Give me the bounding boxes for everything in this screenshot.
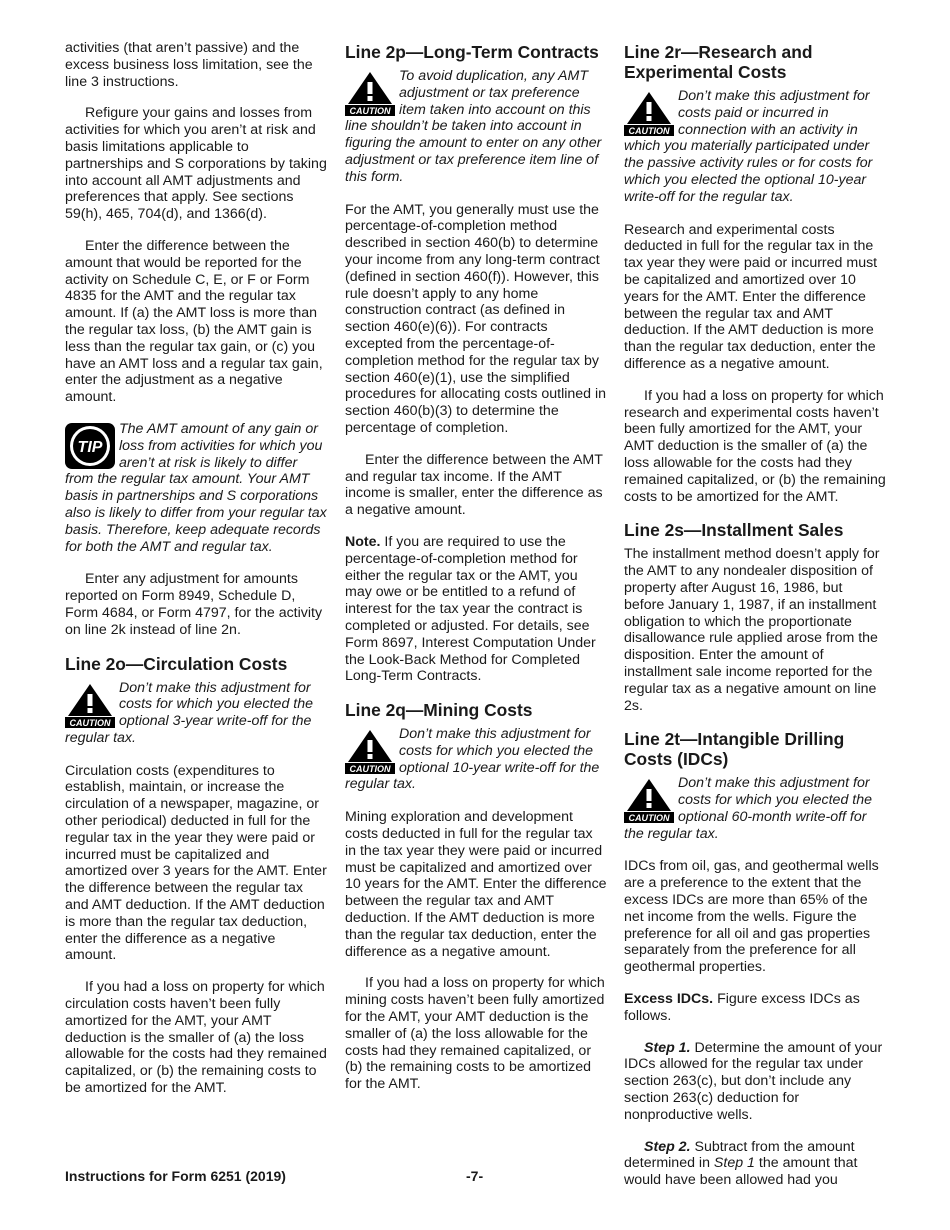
- note-label: Note.: [345, 533, 381, 550]
- caution-callout: [345, 726, 607, 793]
- step-2-text: Subtract from the amount determined in: [624, 1138, 855, 1172]
- section-heading-line-2r: Line 2r—Research and Experimental Costs: [624, 42, 813, 82]
- caution-text: Don’t make this adjustment for costs for which you elected the optional 60-month write-off for the regular tax.: [624, 775, 872, 842]
- paragraph: Mining exploration and development costs deducted in full for the regular tax in the tax year they were paid or incurred must be capitalized and amortized over 10 years for the AMT. Enter the difference between the regular tax and AMT deduction. If the AMT deduction is more than the regular tax deduction, enter the difference as a negative amount.: [345, 809, 607, 960]
- excess-idcs-text: Figure excess IDCs as follows.: [624, 991, 860, 1024]
- paragraph: Circulation costs (expenditures to establish, maintain, or increase the circulation of a newspaper, magazine, or other periodical) deducted in full for the regular tax in the year they were paid or incurred must be capitalized and amortized over 3 years for the AMT. Enter the difference between the regular tax and AMT deduction. If the AMT deduction is more than the regular tax deduction, enter the difference as a negative amount.: [65, 762, 327, 964]
- note-paragraph: [345, 534, 607, 685]
- svg-text:CAUTION: CAUTION: [69, 717, 111, 728]
- svg-text:CAUTION: CAUTION: [349, 764, 391, 775]
- paragraph: If you had a loss on property for which circulation costs haven’t been fully amortized for the AMT, your AMT deduction is the smaller of (a) the loss allowable for the costs had they remained capitalized, or (b) the remaining costs to be amortized for the AMT.: [65, 979, 327, 1097]
- tip-text: The AMT amount of any gain or loss from activities for which you aren’t at risk is likely to differ from the regular tax amount. Your AMT basis in partnerships and S corporations also is likely to differ from your regular tax basis. Therefore, keep adequate records for both the AMT and regular tax.: [65, 420, 327, 555]
- paragraph: Enter the difference between the amount that would be reported for the activity on Schedule C, E, or F or Form 4835 for the AMT and the regular tax amount. If (a) the AMT loss is more than the regular tax loss, (b) the AMT gain is less than the regular tax gain, or (c) you have an AMT loss and a regular tax gain, enter the adjustment as a negative amount.: [65, 237, 323, 406]
- caution-callout: [624, 775, 886, 842]
- column-2: [345, 40, 607, 1108]
- caution-text: Don’t make this adjustment for costs paid or incurred in connection with an activity in which you materially participated under the passive activity rules or for costs for which you elected the optional 10-year write-off for the regular tax.: [624, 88, 873, 205]
- step-2-reference: Step 1: [713, 1155, 755, 1172]
- caution-icon: [624, 777, 674, 823]
- section-heading-line-2q: Line 2q—Mining Costs: [345, 700, 533, 721]
- tip-icon: [65, 423, 115, 469]
- caution-text: Don’t make this adjustment for costs for which you elected the optional 3-year write-off for the regular tax.: [65, 679, 313, 746]
- paragraph: The installment method doesn’t apply for the AMT to any nondealer disposition of property after August 16, 1986, but before January 1, 1987, if an installment obligation to which the proportionate disallowance rule applied arose from the disposition. Enter the amount of installment sale income reported for the regular tax as a negative amount on line 2s.: [624, 546, 880, 714]
- caution-icon: [624, 90, 674, 136]
- column-1: [65, 40, 327, 1112]
- section-heading-line-2s: Line 2s—Installment Sales: [624, 520, 844, 541]
- svg-text:CAUTION: CAUTION: [628, 813, 670, 824]
- caution-text: To avoid duplication, any AMT adjustment or tax preference item taken into account on this line shouldn’t be taken into account in figuring the amount to enter on any other adjustment or tax preference item line of this form.: [345, 68, 602, 185]
- excess-idcs-label: Excess IDCs.: [624, 991, 714, 1008]
- step-1-text: Determine the amount of your IDCs allowed for the regular tax under section 263(c), but don’t include any section 263(c) deduction for nonproductive wells.: [624, 1039, 883, 1123]
- paragraph: For the AMT, you generally must use the percentage-of-completion method described in section 460(b) to determine your income from any long-term contract (defined in section 460(f)). However, this rule doesn’t apply to any home construction contract (as defined in section 460(e)(6)). For contracts excepted from the percentage-of-completion method for the regular tax by section 460(e)(1), use the simplified procedures for allocating costs outlined in section 460(b)(3) to determine the percentage of completion.: [345, 201, 607, 436]
- caution-icon: [345, 70, 395, 116]
- step-1-paragraph: [624, 1040, 886, 1124]
- paragraph: If you had a loss on property for which research and experimental costs haven’t been fully amortized for the AMT, your AMT deduction is the smaller of (a) the loss allowable for the costs had they remained capitalized, or (b) the remaining costs to be amortized for the AMT.: [624, 387, 886, 505]
- note-text: If you are required to use the percentage-of-completion method for either the regular tax or the AMT, you may owe or be entitled to a refund of interest for the tax year the contract is completed or adjusted. For details, see Form 8697, Interest Computation Under the Look-Back Method for Completed Long-Term Contracts.: [345, 533, 596, 685]
- section-heading-line-2o: Line 2o—Circulation Costs: [65, 653, 288, 674]
- excess-idcs-paragraph: [624, 991, 886, 1025]
- svg-text:CAUTION: CAUTION: [349, 106, 391, 116]
- section-heading-line-2p: Line 2p—Long-Term Contracts: [345, 42, 599, 62]
- paragraph: IDCs from oil, gas, and geothermal wells are a preference to the extent that the excess IDCs are more than 65% of the net income from the wells. Figure the preference for all oil and gas properties separately from the preference for all geothermal properties.: [624, 858, 879, 976]
- caution-callout: [624, 88, 886, 206]
- step-2-paragraph: [624, 1139, 886, 1189]
- step-1-label: Step 1.: [644, 1039, 691, 1056]
- paragraph: activities (that aren’t passive) and the excess business loss limitation, see the line 3 instructions.: [65, 40, 313, 90]
- caution-text: Don’t make this adjustment for costs for which you elected the optional 10-year write-off for the regular tax.: [345, 726, 600, 793]
- column-3: [624, 40, 886, 1204]
- caution-icon: [65, 682, 115, 728]
- svg-text:TIP: TIP: [77, 438, 103, 456]
- footer-page-number: -7-: [466, 1168, 484, 1184]
- paragraph: Refigure your gains and losses from activities for which you aren’t at risk and basis limitations applicable to partnerships and S corporations by taking into account all AMT adjustments and preferences that apply. See sections 59(h), 465, 704(d), and 1366(d).: [65, 105, 327, 223]
- step-2-text-continued: the amount that would have been allowed had you: [624, 1155, 858, 1189]
- tip-callout: [65, 421, 327, 555]
- caution-icon: [345, 728, 395, 774]
- footer-form-title: Instructions for Form 6251 (2019): [65, 1168, 286, 1184]
- paragraph: Research and experimental costs deducted in full for the regular tax in the tax year they were paid or incurred must be capitalized and amortized over 10 years for the AMT. Enter the difference between the regular tax and AMT deduction. If the AMT deduction is more than the regular tax deduction, enter the difference as a negative amount.: [624, 221, 878, 372]
- svg-text:CAUTION: CAUTION: [628, 126, 670, 136]
- paragraph: Enter the difference between the AMT and regular tax income. If the AMT income is smaller, enter the difference as a negative amount.: [345, 451, 603, 519]
- paragraph: Enter any adjustment for amounts reported on Form 8949, Schedule D, Form 4684, or Form 4797, for the activity on line 2k instead of line 2n.: [65, 571, 323, 638]
- section-heading-line-2t: Line 2t—Intangible Drilling Costs (IDCs): [624, 729, 845, 770]
- caution-callout: [345, 68, 607, 186]
- caution-callout: [65, 680, 327, 747]
- paragraph: If you had a loss on property for which mining costs haven’t been fully amortized for the AMT, your AMT deduction is the smaller of (a) the loss allowable for the costs had they remained capitalized, or (b) the remaining costs to be amortized for the AMT.: [345, 975, 605, 1093]
- step-2-label: Step 2.: [644, 1138, 691, 1155]
